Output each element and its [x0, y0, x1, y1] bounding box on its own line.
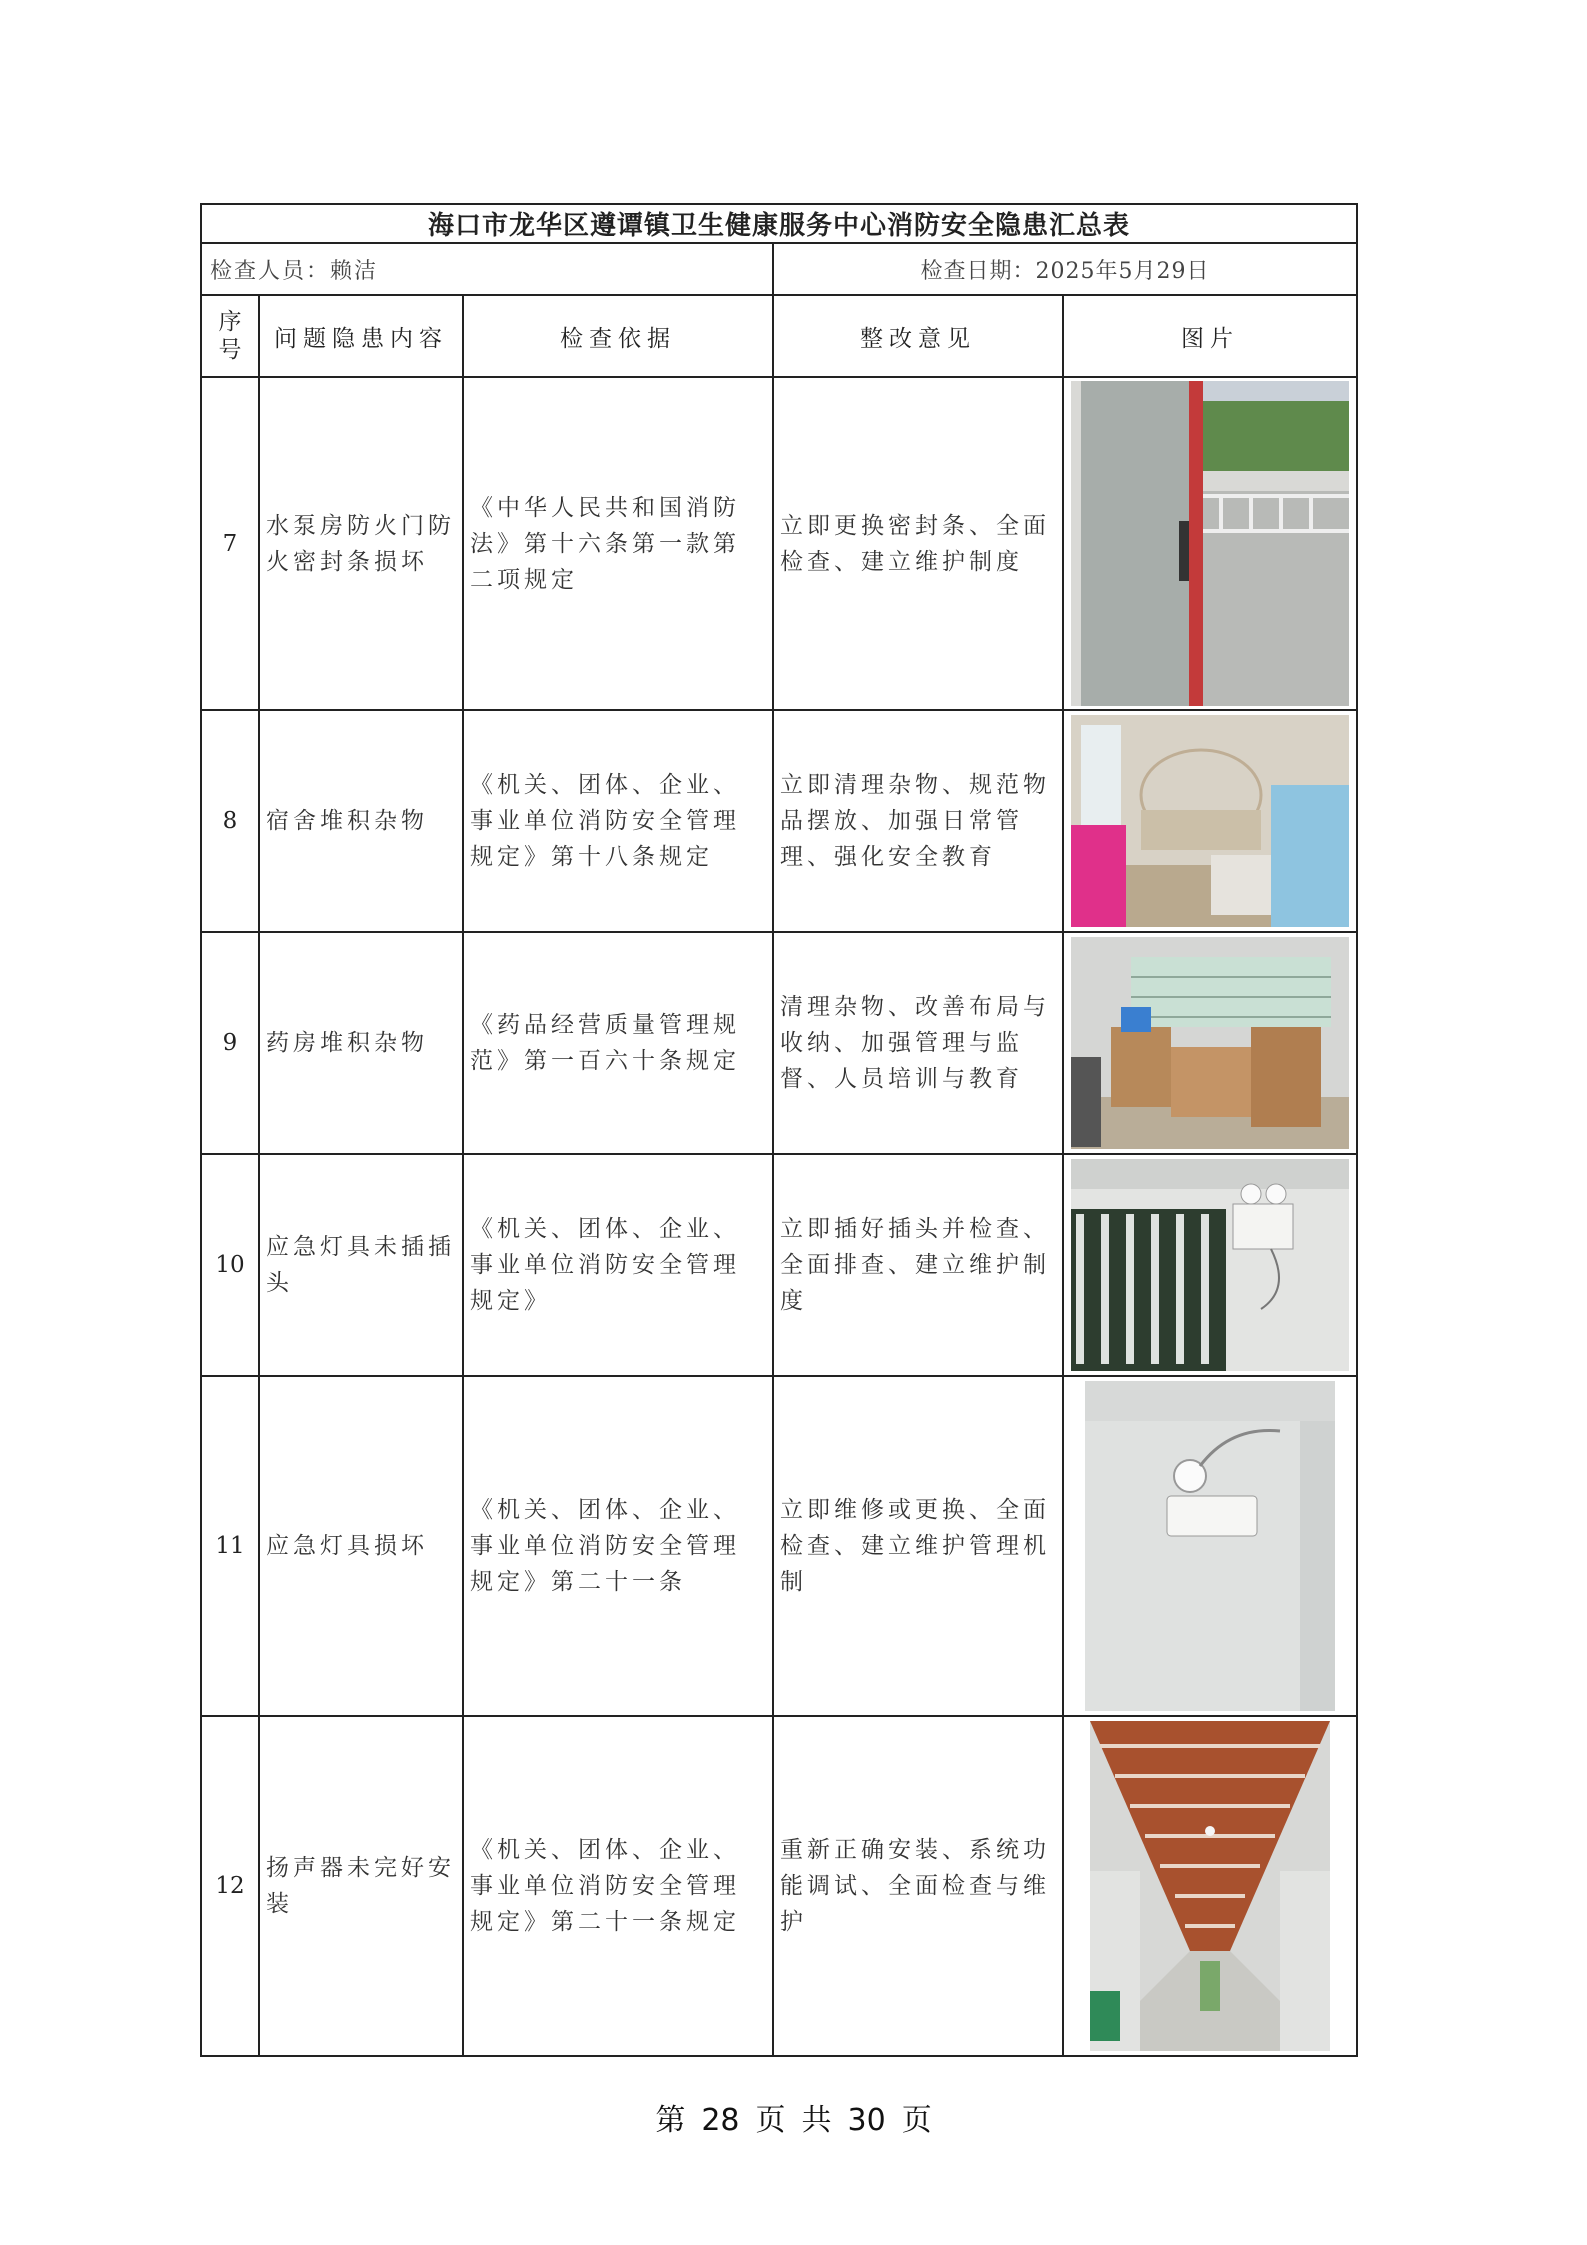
issue-cell: 应急灯具损坏	[259, 1376, 463, 1716]
emergency-light-unplugged-photo	[1071, 1159, 1349, 1371]
header-issue: 问题隐患内容	[259, 295, 463, 377]
emergency-light-broken-photo	[1085, 1381, 1335, 1711]
row-number: 9	[201, 932, 259, 1154]
basis-cell: 《中华人民共和国消防法》第十六条第一款第二项规定	[463, 377, 773, 710]
issue-cell: 药房堆积杂物	[259, 932, 463, 1154]
page-footer: 第 28 页 共 30 页	[655, 2103, 932, 2138]
advice-cell: 立即维修或更换、全面检查、建立维护管理机制	[773, 1376, 1063, 1716]
header-no: 序 号	[201, 295, 259, 377]
table-row	[201, 1716, 1357, 2056]
row-number: 12	[201, 1716, 259, 2056]
header-advice: 整改意见	[773, 295, 1063, 377]
photo-cell	[1063, 377, 1357, 710]
door-seal-photo	[1071, 381, 1349, 706]
issue-cell: 应急灯具未插插头	[259, 1154, 463, 1376]
basis-cell: 《机关、团体、企业、事业单位消防安全管理规定》第二十一条	[463, 1376, 773, 1716]
table-row	[201, 932, 1357, 1154]
advice-cell: 立即清理杂物、规范物品摆放、加强日常管理、强化安全教育	[773, 710, 1063, 932]
advice-cell: 重新正确安装、系统功能调试、全面检查与维护	[773, 1716, 1063, 2056]
table-row	[201, 710, 1357, 932]
total-pages: 30	[847, 2103, 886, 2138]
advice-cell: 立即更换密封条、全面检查、建立维护制度	[773, 377, 1063, 710]
inspection-date: 检查日期：2025年5月29日	[773, 243, 1357, 295]
corridor-speaker-photo	[1090, 1721, 1330, 2051]
issue-cell: 水泵房防火门防火密封条损坏	[259, 377, 463, 710]
header-basis: 检查依据	[463, 295, 773, 377]
hazard-summary-table	[200, 203, 1358, 2057]
advice-cell: 立即插好插头并检查、全面排查、建立维护制度	[773, 1154, 1063, 1376]
issue-cell: 扬声器未完好安装	[259, 1716, 463, 2056]
issue-cell: 宿舍堆积杂物	[259, 710, 463, 932]
photo-cell	[1063, 1716, 1357, 2056]
row-number: 11	[201, 1376, 259, 1716]
photo-cell	[1063, 932, 1357, 1154]
photo-cell	[1063, 710, 1357, 932]
basis-cell: 《机关、团体、企业、事业单位消防安全管理规定》第十八条规定	[463, 710, 773, 932]
photo-cell	[1063, 1376, 1357, 1716]
basis-cell: 《机关、团体、企业、事业单位消防安全管理规定》第二十一条规定	[463, 1716, 773, 2056]
header-photo: 图片	[1063, 295, 1357, 377]
current-page: 28	[701, 2103, 740, 2138]
header-row	[201, 295, 1357, 377]
table-row	[201, 1376, 1357, 1716]
row-number: 7	[201, 377, 259, 710]
inspector: 检查人员：赖洁	[201, 243, 773, 295]
photo-cell	[1063, 1154, 1357, 1376]
table-row	[201, 377, 1357, 710]
basis-cell: 《药品经营质量管理规范》第一百六十条规定	[463, 932, 773, 1154]
table-title: 海口市龙华区遵谭镇卫生健康服务中心消防安全隐患汇总表	[201, 204, 1357, 243]
basis-cell: 《机关、团体、企业、事业单位消防安全管理规定》	[463, 1154, 773, 1376]
advice-cell: 清理杂物、改善布局与收纳、加强管理与监督、人员培训与教育	[773, 932, 1063, 1154]
row-number: 10	[201, 1154, 259, 1376]
dormitory-clutter-photo	[1071, 715, 1349, 927]
row-number: 8	[201, 710, 259, 932]
table-row	[201, 1154, 1357, 1376]
pharmacy-clutter-photo	[1071, 937, 1349, 1149]
